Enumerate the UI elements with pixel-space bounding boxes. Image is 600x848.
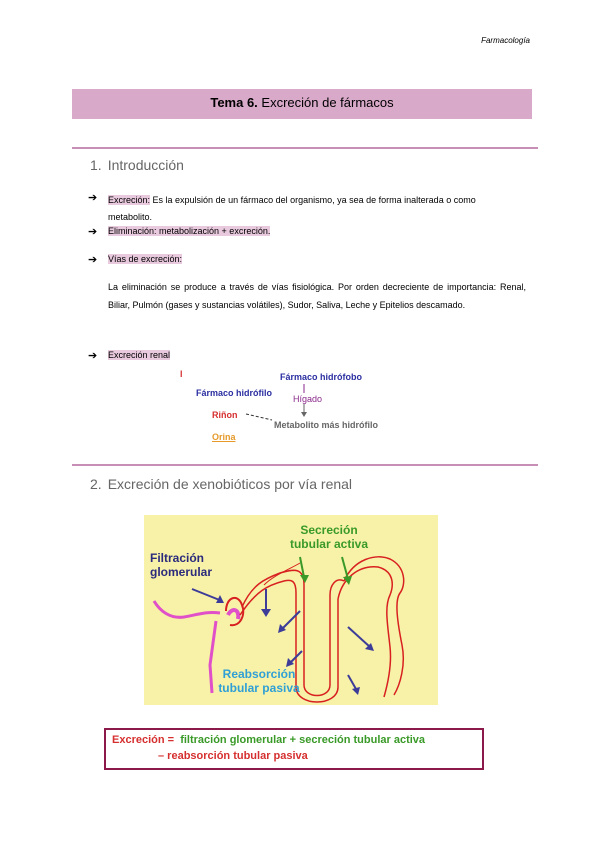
section2-top-rule [72, 464, 538, 466]
arrow-icon: ➔ [88, 226, 98, 238]
collecting-outer [344, 557, 404, 695]
bullet-vias [88, 254, 182, 264]
section1-title: Introducción [107, 157, 184, 173]
reabsorption-arrow-4 [348, 627, 370, 647]
farmaco-hidrofobo: Fármaco hidrófobo [280, 372, 363, 382]
vias-label: Vías de excreción: [108, 254, 183, 264]
vias-paragraph: La eliminación se produce a través de vías fisiológica. Por orden decreciente de importancia: Renal, Biliar, Pulmón (gases y sustancias volátiles), Sudor, Saliva, Leche y Epitelios descamado. [108, 282, 526, 310]
section2-title: Excreción de xenobióticos por vía renal [107, 476, 353, 492]
excrecion-cont: metabolito. [108, 212, 153, 222]
bullet-renal [88, 350, 170, 360]
title-text: Excreción de fármacos [257, 95, 394, 110]
section1-top-rule [72, 147, 538, 149]
arrow-icon: ➔ [88, 350, 98, 362]
course-header: Farmacología [481, 36, 530, 45]
glomerulus-tuft [228, 610, 238, 619]
page-title [72, 95, 532, 110]
flow-marker: l [180, 369, 183, 379]
excrecion-label: Excreción: [108, 195, 151, 205]
arrowhead-icon [300, 575, 309, 583]
section2-heading [90, 476, 352, 492]
equation-line-1 [112, 733, 425, 747]
collecting-inner [338, 567, 392, 697]
rinon-label: Riñon [212, 410, 238, 420]
section2-number: 2. [90, 476, 102, 492]
equation-left: Excreción = [112, 734, 175, 746]
section1-heading [90, 157, 184, 173]
reabsorption-arrow-5 [348, 675, 356, 689]
arrowhead-icon [301, 412, 307, 417]
excrecion-text: Es la expulsión de un fármaco del organismo, ya sea de forma inalterada o como [150, 195, 476, 205]
arrow-icon: ➔ [88, 192, 98, 204]
reabsorcion-label: Reabsorción tubular pasiva [218, 667, 300, 695]
excretion-equation-box [104, 728, 484, 770]
section1-number: 1. [90, 157, 102, 173]
metabolito-label: Metabolito más hidrófilo [274, 420, 379, 430]
bullet-excrecion [88, 192, 526, 226]
excretion-flow-diagram [180, 366, 420, 446]
arrow-icon: ➔ [88, 254, 98, 266]
connector-rinon-metabolito [246, 414, 272, 420]
afferent-vessel [154, 601, 220, 617]
higado-label: Hígado [293, 394, 323, 404]
arrowhead-icon [352, 687, 360, 695]
renal-label: Excreción renal [108, 350, 171, 360]
equation-plus-terms: filtración glomerular + secreción tubular activa [180, 734, 426, 746]
filtracion-label: Filtración glomerular [150, 551, 213, 579]
farmaco-hidrofilo: Fármaco hidrófilo [196, 388, 273, 398]
secretion-arrow-2 [342, 557, 348, 579]
reabsorption-arrow-2 [282, 611, 300, 629]
filtration-arrow [192, 589, 222, 601]
eliminacion-label: Eliminación: metabolización + excreción. [108, 226, 271, 236]
secrecion-label: Secreción tubular activa [289, 523, 369, 551]
nephron-diagram [144, 515, 438, 705]
arrowhead-icon [261, 609, 271, 617]
equation-minus-terms: – reabsorción tubular pasiva [158, 750, 308, 762]
bullet-eliminacion [88, 226, 270, 236]
orina-label: Orina [212, 432, 236, 442]
title-prefix: Tema 6. [210, 95, 258, 110]
